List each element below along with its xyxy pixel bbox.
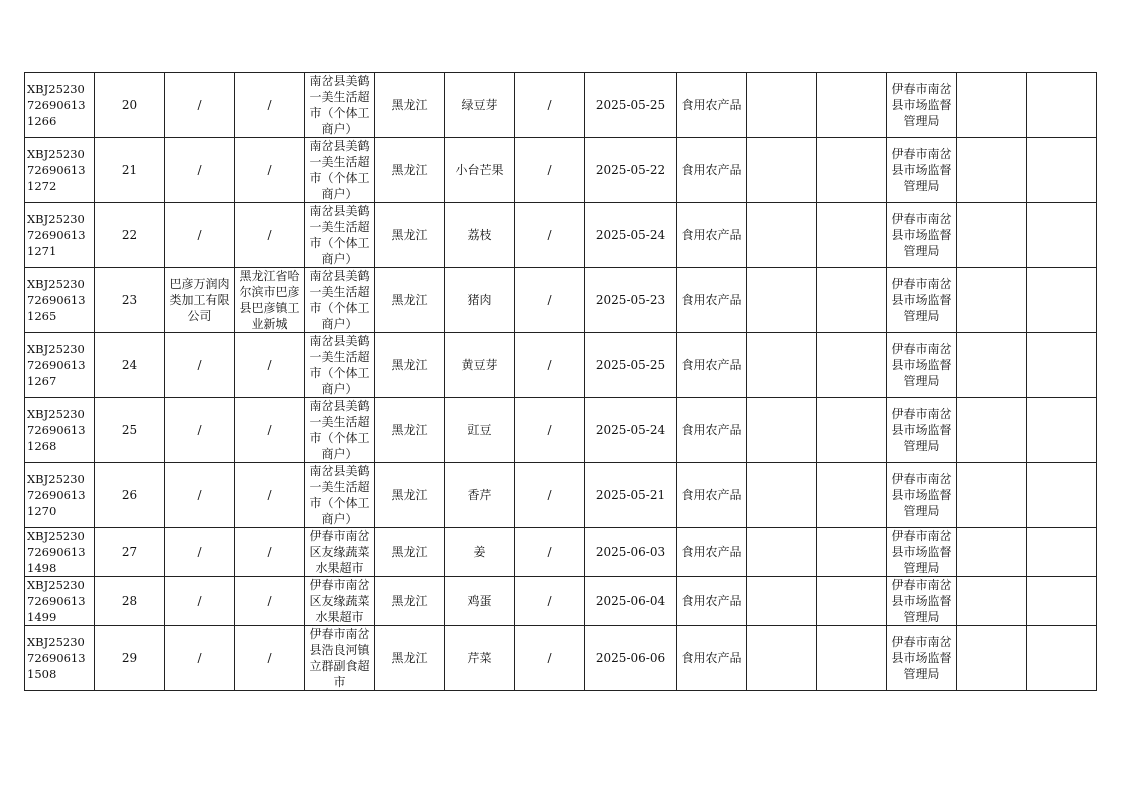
specification-cell: / — [515, 203, 585, 268]
production-date-cell: 2025-05-25 — [585, 73, 677, 138]
food-name-cell: 荔枝 — [445, 203, 515, 268]
empty-cell — [957, 203, 1027, 268]
sample-code-cell: XBJ25230726906131267 — [25, 333, 95, 398]
serial-number-cell: 27 — [95, 528, 165, 577]
specification-cell: / — [515, 577, 585, 626]
empty-cell — [1027, 577, 1097, 626]
food-name-cell: 猪肉 — [445, 268, 515, 333]
producer-name-cell: / — [165, 577, 235, 626]
province-cell: 黑龙江 — [375, 73, 445, 138]
sample-code-cell: XBJ25230726906131508 — [25, 626, 95, 691]
production-date-cell: 2025-05-21 — [585, 463, 677, 528]
province-cell: 黑龙江 — [375, 528, 445, 577]
empty-cell — [817, 528, 887, 577]
province-cell: 黑龙江 — [375, 203, 445, 268]
food-category-cell: 食用农产品 — [677, 626, 747, 691]
empty-cell — [957, 626, 1027, 691]
agency-cell: 伊春市南岔县市场监督管理局 — [887, 398, 957, 463]
specification-cell: / — [515, 528, 585, 577]
food-category-cell: 食用农产品 — [677, 73, 747, 138]
province-cell: 黑龙江 — [375, 398, 445, 463]
empty-cell — [747, 398, 817, 463]
sampled-unit-cell: 南岔县美鹤一美生活超市（个体工商户） — [305, 73, 375, 138]
food-category-cell: 食用农产品 — [677, 203, 747, 268]
empty-cell — [817, 268, 887, 333]
sample-code-cell: XBJ25230726906131271 — [25, 203, 95, 268]
empty-cell — [1027, 203, 1097, 268]
production-date-cell: 2025-05-22 — [585, 138, 677, 203]
empty-cell — [957, 577, 1027, 626]
empty-cell — [1027, 626, 1097, 691]
specification-cell: / — [515, 333, 585, 398]
producer-name-cell: / — [165, 203, 235, 268]
sampled-unit-cell: 南岔县美鹤一美生活超市（个体工商户） — [305, 268, 375, 333]
serial-number-cell: 24 — [95, 333, 165, 398]
sample-code-cell: XBJ25230726906131268 — [25, 398, 95, 463]
empty-cell — [1027, 138, 1097, 203]
serial-number-cell: 26 — [95, 463, 165, 528]
specification-cell: / — [515, 268, 585, 333]
empty-cell — [747, 138, 817, 203]
agency-cell: 伊春市南岔县市场监督管理局 — [887, 268, 957, 333]
table-row — [25, 528, 1097, 577]
table-row — [25, 268, 1097, 333]
food-category-cell: 食用农产品 — [677, 398, 747, 463]
producer-name-cell: / — [165, 138, 235, 203]
agency-cell: 伊春市南岔县市场监督管理局 — [887, 73, 957, 138]
food-category-cell: 食用农产品 — [677, 333, 747, 398]
producer-name-cell: / — [165, 528, 235, 577]
province-cell: 黑龙江 — [375, 138, 445, 203]
empty-cell — [747, 528, 817, 577]
empty-cell — [817, 626, 887, 691]
table-row — [25, 138, 1097, 203]
food-name-cell: 豇豆 — [445, 398, 515, 463]
food-category-cell: 食用农产品 — [677, 577, 747, 626]
empty-cell — [957, 333, 1027, 398]
province-cell: 黑龙江 — [375, 268, 445, 333]
producer-address-cell: 黑龙江省哈尔滨市巴彦县巴彦镇工业新城 — [235, 268, 305, 333]
food-category-cell: 食用农产品 — [677, 528, 747, 577]
empty-cell — [957, 463, 1027, 528]
producer-address-cell: / — [235, 203, 305, 268]
producer-address-cell: / — [235, 138, 305, 203]
producer-name-cell: 巴彦万润肉类加工有限公司 — [165, 268, 235, 333]
empty-cell — [1027, 398, 1097, 463]
specification-cell: / — [515, 398, 585, 463]
production-date-cell: 2025-05-23 — [585, 268, 677, 333]
producer-address-cell: / — [235, 398, 305, 463]
specification-cell: / — [515, 138, 585, 203]
food-category-cell: 食用农产品 — [677, 138, 747, 203]
food-name-cell: 绿豆芽 — [445, 73, 515, 138]
food-category-cell: 食用农产品 — [677, 463, 747, 528]
empty-cell — [817, 203, 887, 268]
province-cell: 黑龙江 — [375, 577, 445, 626]
empty-cell — [957, 268, 1027, 333]
empty-cell — [747, 73, 817, 138]
producer-name-cell: / — [165, 463, 235, 528]
empty-cell — [817, 73, 887, 138]
producer-address-cell: / — [235, 73, 305, 138]
serial-number-cell: 29 — [95, 626, 165, 691]
producer-name-cell: / — [165, 333, 235, 398]
table-row — [25, 577, 1097, 626]
empty-cell — [1027, 528, 1097, 577]
sampled-unit-cell: 南岔县美鹤一美生活超市（个体工商户） — [305, 463, 375, 528]
sampled-unit-cell: 伊春市南岔区友缘蔬菜水果超市 — [305, 528, 375, 577]
production-date-cell: 2025-06-06 — [585, 626, 677, 691]
sample-code-cell: XBJ25230726906131265 — [25, 268, 95, 333]
serial-number-cell: 21 — [95, 138, 165, 203]
sample-code-cell: XBJ25230726906131499 — [25, 577, 95, 626]
province-cell: 黑龙江 — [375, 626, 445, 691]
empty-cell — [747, 463, 817, 528]
food-category-cell: 食用农产品 — [677, 268, 747, 333]
table-row — [25, 333, 1097, 398]
empty-cell — [957, 528, 1027, 577]
sample-code-cell: XBJ25230726906131498 — [25, 528, 95, 577]
serial-number-cell: 22 — [95, 203, 165, 268]
food-name-cell: 姜 — [445, 528, 515, 577]
production-date-cell: 2025-05-24 — [585, 203, 677, 268]
empty-cell — [747, 268, 817, 333]
specification-cell: / — [515, 73, 585, 138]
specification-cell: / — [515, 626, 585, 691]
empty-cell — [1027, 333, 1097, 398]
province-cell: 黑龙江 — [375, 333, 445, 398]
empty-cell — [747, 203, 817, 268]
table-row — [25, 398, 1097, 463]
production-date-cell: 2025-06-03 — [585, 528, 677, 577]
sampled-unit-cell: 南岔县美鹤一美生活超市（个体工商户） — [305, 398, 375, 463]
agency-cell: 伊春市南岔县市场监督管理局 — [887, 577, 957, 626]
food-name-cell: 鸡蛋 — [445, 577, 515, 626]
food-name-cell: 小台芒果 — [445, 138, 515, 203]
agency-cell: 伊春市南岔县市场监督管理局 — [887, 203, 957, 268]
empty-cell — [817, 463, 887, 528]
table-row — [25, 626, 1097, 691]
producer-address-cell: / — [235, 333, 305, 398]
producer-address-cell: / — [235, 528, 305, 577]
production-date-cell: 2025-06-04 — [585, 577, 677, 626]
sampled-unit-cell: 南岔县美鹤一美生活超市（个体工商户） — [305, 203, 375, 268]
empty-cell — [1027, 463, 1097, 528]
serial-number-cell: 25 — [95, 398, 165, 463]
serial-number-cell: 28 — [95, 577, 165, 626]
sampling-results-table — [24, 72, 1097, 691]
province-cell: 黑龙江 — [375, 463, 445, 528]
sampled-unit-cell: 伊春市南岔县浩良河镇立群副食超市 — [305, 626, 375, 691]
producer-name-cell: / — [165, 398, 235, 463]
agency-cell: 伊春市南岔县市场监督管理局 — [887, 333, 957, 398]
table-body — [25, 73, 1097, 691]
sampled-unit-cell: 南岔县美鹤一美生活超市（个体工商户） — [305, 138, 375, 203]
empty-cell — [817, 333, 887, 398]
producer-name-cell: / — [165, 626, 235, 691]
production-date-cell: 2025-05-24 — [585, 398, 677, 463]
producer-address-cell: / — [235, 577, 305, 626]
empty-cell — [817, 398, 887, 463]
food-name-cell: 香芹 — [445, 463, 515, 528]
table-row — [25, 203, 1097, 268]
serial-number-cell: 20 — [95, 73, 165, 138]
agency-cell: 伊春市南岔县市场监督管理局 — [887, 626, 957, 691]
empty-cell — [747, 577, 817, 626]
empty-cell — [747, 626, 817, 691]
table-row — [25, 463, 1097, 528]
empty-cell — [817, 577, 887, 626]
sampled-unit-cell: 伊春市南岔区友缘蔬菜水果超市 — [305, 577, 375, 626]
producer-address-cell: / — [235, 463, 305, 528]
empty-cell — [1027, 268, 1097, 333]
empty-cell — [957, 138, 1027, 203]
table-row — [25, 73, 1097, 138]
specification-cell: / — [515, 463, 585, 528]
sample-code-cell: XBJ25230726906131270 — [25, 463, 95, 528]
sampled-unit-cell: 南岔县美鹤一美生活超市（个体工商户） — [305, 333, 375, 398]
production-date-cell: 2025-05-25 — [585, 333, 677, 398]
empty-cell — [957, 398, 1027, 463]
empty-cell — [1027, 73, 1097, 138]
food-name-cell: 芹菜 — [445, 626, 515, 691]
empty-cell — [747, 333, 817, 398]
sample-code-cell: XBJ25230726906131266 — [25, 73, 95, 138]
agency-cell: 伊春市南岔县市场监督管理局 — [887, 528, 957, 577]
serial-number-cell: 23 — [95, 268, 165, 333]
empty-cell — [957, 73, 1027, 138]
agency-cell: 伊春市南岔县市场监督管理局 — [887, 463, 957, 528]
sample-code-cell: XBJ25230726906131272 — [25, 138, 95, 203]
agency-cell: 伊春市南岔县市场监督管理局 — [887, 138, 957, 203]
empty-cell — [817, 138, 887, 203]
producer-address-cell: / — [235, 626, 305, 691]
food-name-cell: 黄豆芽 — [445, 333, 515, 398]
producer-name-cell: / — [165, 73, 235, 138]
